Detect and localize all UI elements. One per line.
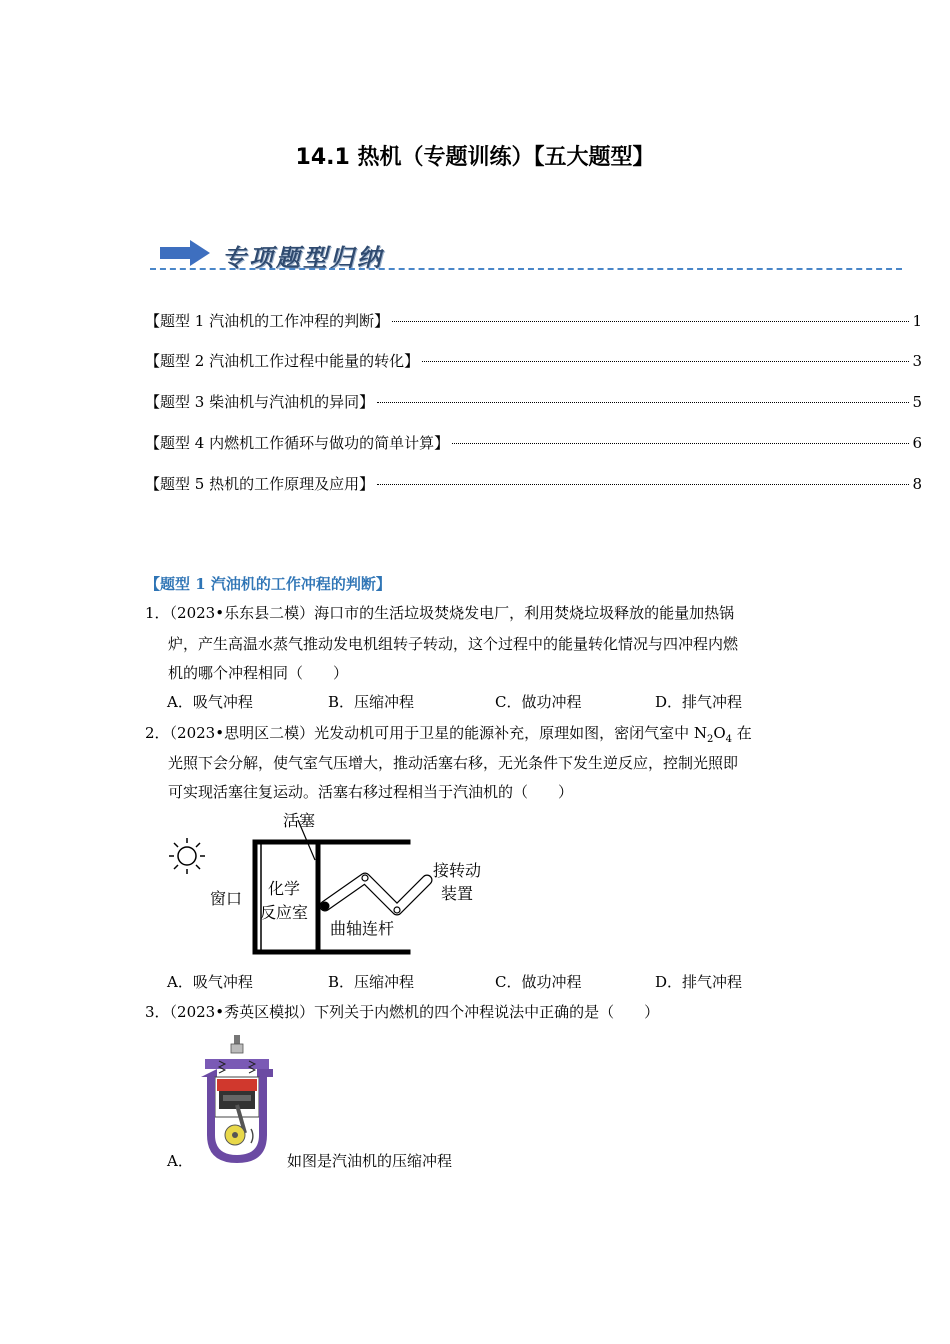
arrow-right-icon xyxy=(160,240,210,266)
section-heading: 【题型 1 汽油机的工作冲程的判断】 xyxy=(145,575,391,593)
toc-page: 6 xyxy=(912,434,922,452)
option-c[interactable]: C．做功冲程 xyxy=(495,973,582,991)
toc-page: 5 xyxy=(912,393,922,411)
crankshaft-icon xyxy=(225,1125,253,1145)
toc-leader xyxy=(452,443,909,444)
window-label: 窗口 xyxy=(210,889,243,908)
crank-label: 曲轴连杆 xyxy=(330,919,395,938)
toc-entry-5[interactable] xyxy=(145,473,922,495)
toc-label: 【题型 4 内燃机工作循环与做功的简单计算】 xyxy=(145,434,450,452)
option-b[interactable]: B．压缩冲程 xyxy=(328,973,415,991)
toc-label: 【题型 1 汽油机的工作冲程的判断】 xyxy=(145,312,390,330)
question-1-line-2: 炉，产生高温水蒸气推动发电机组转子转动，这个过程中的能量转化情况与四冲程内燃 xyxy=(168,635,739,653)
piston-label: 活塞 xyxy=(283,811,316,830)
toc-entry-4[interactable] xyxy=(145,432,922,454)
toc-leader xyxy=(377,402,909,403)
chamber-label-1: 化学 xyxy=(268,879,301,898)
drive-label-2: 装置 xyxy=(441,884,474,903)
q3-option-a-text: 如图是汽油机的压缩冲程 xyxy=(287,1152,453,1170)
option-a[interactable]: A．吸气冲程 xyxy=(167,973,253,991)
question-1-options xyxy=(0,691,950,713)
q3-option-a-label[interactable]: A． xyxy=(167,1152,193,1170)
question-1-line-1: 1．（2023•乐东县二模）海口市的生活垃圾焚烧发电厂，利用焚烧垃圾释放的能量加热锅 xyxy=(145,604,735,622)
toc-leader xyxy=(392,321,909,322)
toc-entry-2[interactable] xyxy=(145,350,922,372)
drive-label-1: 接转动 xyxy=(433,861,482,880)
question-1-line-3: 机的哪个冲程相同（ ） xyxy=(168,664,349,682)
q2-text-c: 在 xyxy=(732,724,752,742)
toc-leader xyxy=(422,361,909,362)
toc-page: 3 xyxy=(912,352,922,370)
question-2-line-3: 可实现活塞往复运动。活塞右移过程相当于汽油机的（ ） xyxy=(168,783,574,801)
page-title: 14.1 热机（专题训练）【五大题型】 xyxy=(295,145,655,170)
chamber-label-2: 反应室 xyxy=(260,903,309,922)
toc-label: 【题型 3 柴油机与汽油机的异同】 xyxy=(145,393,375,411)
toc-entry-1[interactable] xyxy=(145,310,922,332)
toc-label: 【题型 5 热机的工作原理及应用】 xyxy=(145,475,375,493)
sun-icon xyxy=(169,838,205,874)
question-2-options xyxy=(0,971,950,993)
toc-page: 8 xyxy=(912,475,922,493)
option-d[interactable]: D．排气冲程 xyxy=(655,693,743,711)
toc-label: 【题型 2 汽油机工作过程中能量的转化】 xyxy=(145,352,420,370)
banner-divider xyxy=(150,268,902,270)
light-engine-diagram xyxy=(165,808,495,958)
toc-page: 1 xyxy=(912,312,922,330)
piston-joint xyxy=(321,902,330,911)
q2-sub-2: 4 xyxy=(725,734,733,745)
option-d[interactable]: D．排气冲程 xyxy=(655,973,743,991)
toc-leader xyxy=(377,484,909,485)
question-2-line-1 xyxy=(145,723,752,750)
question-3-line-1: 3．（2023•秀英区模拟）下列关于内燃机的四个冲程说法中正确的是（ ） xyxy=(145,1003,660,1021)
option-c[interactable]: C．做功冲程 xyxy=(495,693,582,711)
spark-plug-icon xyxy=(231,1035,243,1053)
toc-entry-3[interactable] xyxy=(145,391,922,413)
q2-sub-1: 2 xyxy=(706,734,714,745)
q2-text-b: O xyxy=(713,724,726,742)
option-a[interactable]: A．吸气冲程 xyxy=(167,693,253,711)
option-b[interactable]: B．压缩冲程 xyxy=(328,693,415,711)
crank-rod xyxy=(325,875,427,913)
engine-cylinder-figure xyxy=(195,1033,280,1166)
banner-title: 专项题型归纳 xyxy=(222,243,384,272)
q2-text-a: 2．（2023•思明区二模）光发动机可用于卫星的能源补充，原理如图，密闭气室中 N xyxy=(145,724,707,742)
question-2-line-2: 光照下会分解，使气室气压增大，推动活塞右移，无光条件下发生逆反应，控制光照即 xyxy=(168,754,739,772)
